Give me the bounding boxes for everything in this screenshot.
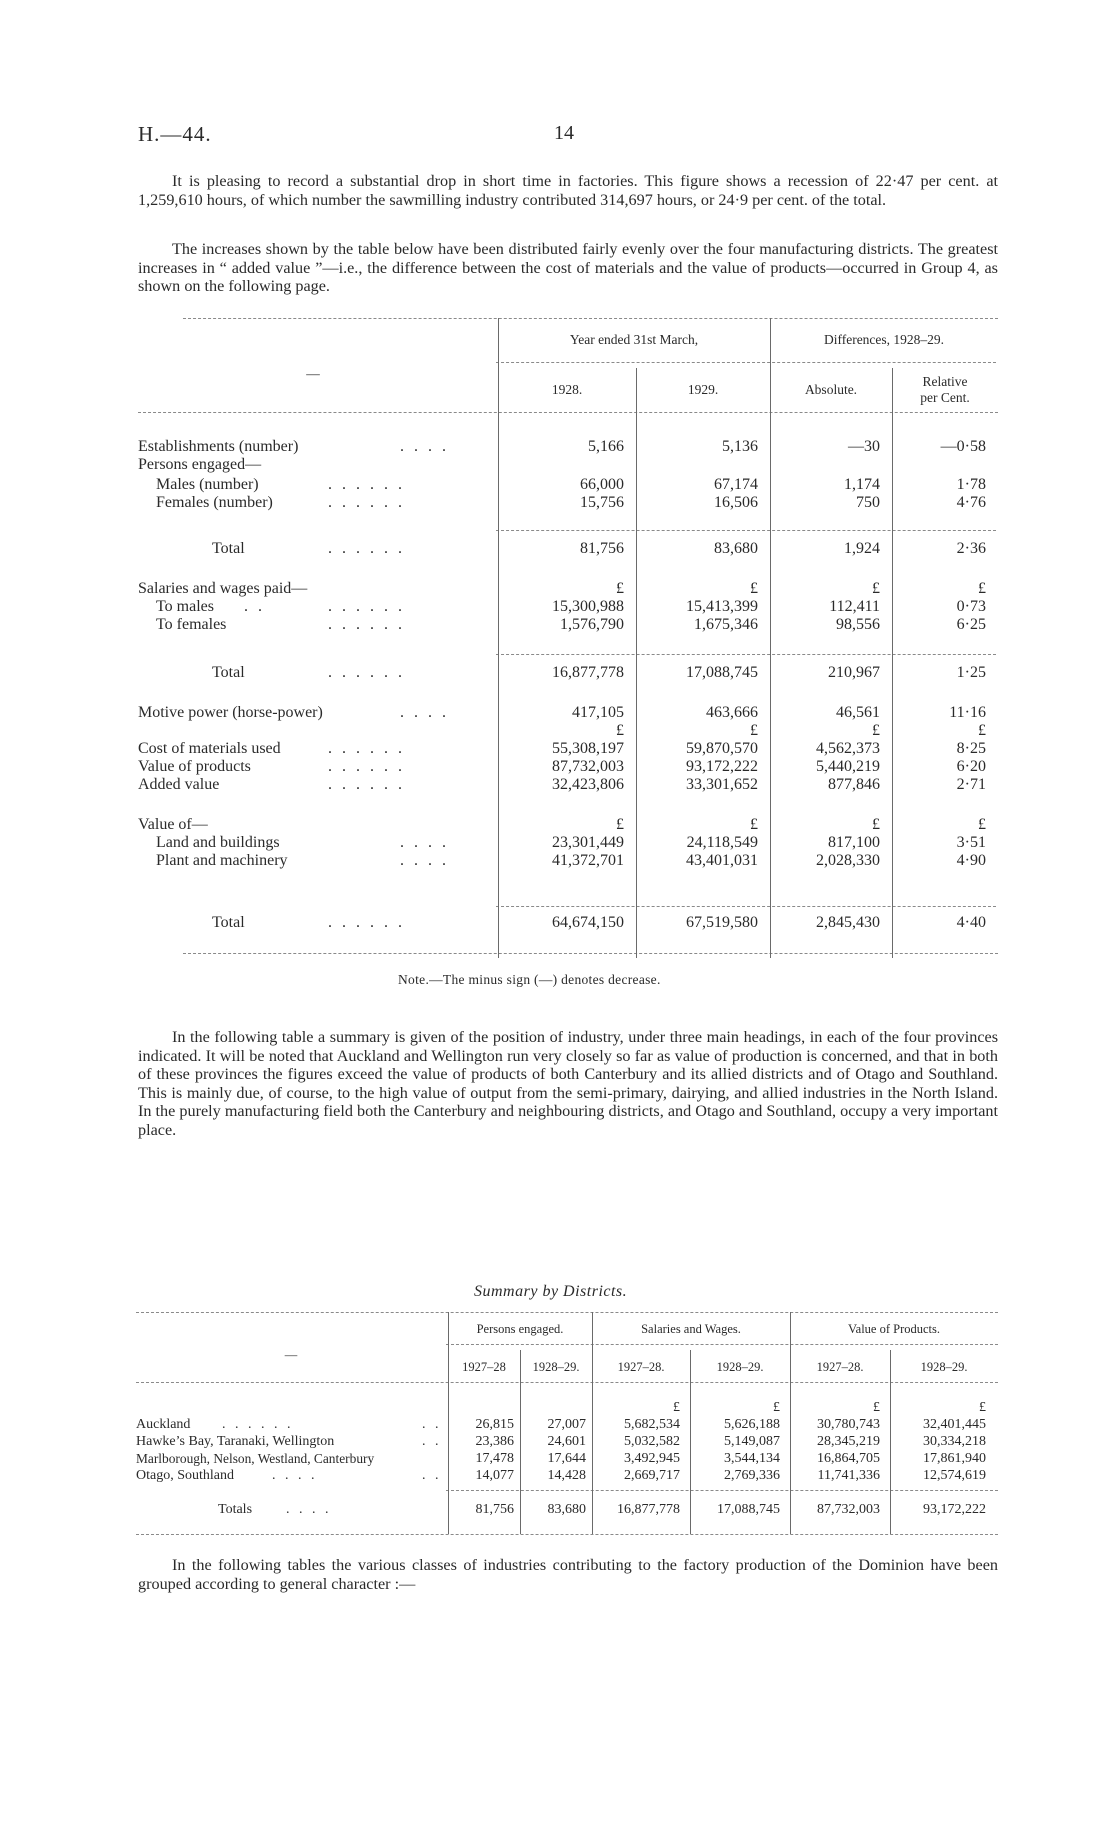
document-reference: H.—44. — [138, 122, 212, 146]
pound-sign: £ — [750, 816, 758, 833]
value-relative: 3·51 — [956, 834, 986, 851]
value-1929: 83,680 — [714, 540, 758, 557]
row-label-value-of: Value of— — [138, 816, 208, 833]
value-1928: 1,576,790 — [560, 616, 624, 633]
value-1928: 5,166 — [588, 438, 624, 455]
salaries-1928: 2,769,336 — [724, 1468, 780, 1483]
table-rule — [138, 412, 998, 413]
pound-sign: £ — [979, 1400, 986, 1415]
value-1929: 59,870,570 — [686, 740, 758, 757]
header-value-1928: 1928–29. — [920, 1360, 968, 1374]
paragraph-summary-intro: In the following table a summary is given of the position of industry, under three main headings, in each of the four provinces indicated. It will be noted that Auckland and Wellington run very closely so far as value of production is concerned, and that in both of these provinces the figures exceed the value of products of both Canterbury and its allied districts and of Otago and Southland. This is mainly due, of course, to the high value of output from the semi-primary, dairying, and allied industries in the North Island. In the purely manufacturing field both the Canterbury and neighbouring districts, and Otago and Southland, occupy a very important place. — [138, 1028, 998, 1139]
salaries-1928: 5,149,087 — [724, 1434, 780, 1449]
salaries-1927: 5,682,534 — [624, 1417, 680, 1432]
leader-dots: . . . . . . — [328, 758, 405, 775]
pound-sign: £ — [750, 722, 758, 739]
value-absolute: 98,556 — [836, 616, 880, 633]
value-1928: 55,308,197 — [552, 740, 624, 757]
table-rule — [136, 1382, 998, 1383]
salaries-1927: 5,032,582 — [624, 1434, 680, 1449]
leader-dots: . . . . — [400, 704, 449, 721]
value-absolute: 877,846 — [828, 776, 880, 793]
salaries-1928: 5,626,188 — [724, 1417, 780, 1432]
paragraph-increases: The increases shown by the table below have been distributed fairly evenly over the four manufacturing districts. The greatest increases in “ added value ”—i.e., the difference between the cost of materials and the value of products—occurred in Group 4, as shown on the following page. — [138, 240, 998, 295]
value-1927: 30,780,743 — [817, 1417, 880, 1432]
value-1929: 24,118,549 — [686, 834, 758, 851]
value-1928: 16,877,778 — [552, 664, 624, 681]
table-rule — [136, 1312, 998, 1313]
value-relative: 1·78 — [956, 476, 986, 493]
value-1927: 16,864,705 — [817, 1451, 880, 1466]
leader-dots: . . . . — [400, 834, 449, 851]
value-1929: 67,519,580 — [686, 914, 758, 931]
value-1929: 1,675,346 — [694, 616, 758, 633]
value-1929: 67,174 — [714, 476, 758, 493]
header-salaries-wages: Salaries and Wages. — [641, 1322, 741, 1336]
persons-1927: 23,386 — [475, 1434, 514, 1449]
leader-dots: . . . . . . — [328, 616, 405, 633]
value-relative: 2·36 — [956, 540, 986, 557]
paragraph-short-time: It is pleasing to record a substantial drop in short time in factories. This figure shows a recession of 22·47 per cent. at 1,259,610 hours, of which number the sawmilling industry contributed 314,697 hours, or 24·9 per cent. of the total. — [138, 172, 998, 209]
header-value-products: Value of Products. — [848, 1322, 940, 1336]
header-persons-1928: 1928–29. — [532, 1360, 580, 1374]
pound-sign: £ — [872, 580, 880, 597]
value-relative: 6·20 — [956, 758, 986, 775]
value-relative: 1·25 — [956, 664, 986, 681]
salaries-1927: 2,669,717 — [624, 1468, 680, 1483]
persons-1927: 81,756 — [475, 1502, 514, 1517]
header-1928: 1928. — [551, 382, 583, 397]
pound-sign: £ — [873, 1400, 880, 1415]
value-relative: 4·90 — [956, 852, 986, 869]
header-relative: Relative — [922, 374, 968, 389]
leader-dots: . . . . . . — [328, 776, 405, 793]
table-rule — [496, 530, 996, 531]
header-differences: Differences, 1928–29. — [823, 332, 945, 347]
value-absolute: 4,562,373 — [816, 740, 880, 757]
leader-dots: . . . . . . — [328, 914, 405, 931]
value-absolute: 817,100 — [828, 834, 880, 851]
value-relative: 2·71 — [956, 776, 986, 793]
table-rule — [446, 1344, 998, 1345]
value-1929: 15,413,399 — [686, 598, 758, 615]
pound-sign: £ — [750, 580, 758, 597]
table-note: Note.—The minus sign (—) denotes decrease. — [398, 972, 661, 987]
totals-label: Totals — [218, 1502, 253, 1517]
district-label: Auckland — [136, 1417, 191, 1432]
header-1929: 1929. — [687, 382, 719, 397]
pound-sign: £ — [978, 722, 986, 739]
value-absolute: 5,440,219 — [816, 758, 880, 775]
row-label-persons-engaged: Persons engaged— — [138, 456, 262, 473]
header-year-ended: Year ended 31st March, — [569, 332, 699, 347]
value-1928: 41,372,701 — [552, 852, 624, 869]
value-1928: 17,861,940 — [923, 1451, 986, 1466]
leader-dots: . . . . . . — [222, 1417, 294, 1432]
header-value-1927: 1927–28. — [816, 1360, 864, 1374]
value-1928: 30,334,218 — [923, 1434, 986, 1449]
value-1929: 93,172,222 — [686, 758, 758, 775]
leader-dots: . . . . . . — [328, 740, 405, 757]
value-1929: 33,301,652 — [686, 776, 758, 793]
pound-sign: £ — [872, 722, 880, 739]
persons-1928: 27,007 — [547, 1417, 586, 1432]
value-1927: 87,732,003 — [817, 1502, 880, 1517]
leader-dots: . . . . — [400, 852, 449, 869]
header-per-cent: per Cent. — [920, 390, 970, 405]
value-1928: 93,172,222 — [923, 1502, 986, 1517]
value-1928: 64,674,150 — [552, 914, 624, 931]
value-relative: 11·16 — [949, 704, 986, 721]
header-absolute: Absolute. — [804, 382, 858, 397]
value-1929: 17,088,745 — [686, 664, 758, 681]
salaries-1927: 3,492,945 — [624, 1451, 680, 1466]
leader-dots: . . — [422, 1434, 442, 1449]
leader-dots: . . . . . . — [328, 664, 405, 681]
value-relative: 6·25 — [956, 616, 986, 633]
leader-dots: . . — [244, 598, 265, 615]
value-relative: —0·58 — [940, 438, 986, 455]
comparison-table — [138, 318, 998, 958]
value-absolute: —30 — [848, 438, 880, 455]
value-1928: 12,574,619 — [923, 1468, 986, 1483]
row-label-total: Total — [212, 540, 245, 557]
persons-1928: 83,680 — [547, 1502, 586, 1517]
value-1928: 87,732,003 — [552, 758, 624, 775]
pound-sign: £ — [673, 1400, 680, 1415]
table-rule — [136, 1534, 998, 1535]
district-label: Marlborough, Nelson, Westland, Canterbury — [136, 1451, 375, 1466]
pound-sign: £ — [773, 1400, 780, 1415]
table-rule — [496, 906, 996, 907]
salaries-1928: 3,544,134 — [724, 1451, 780, 1466]
leader-dots: . . . . . . — [328, 476, 405, 493]
row-label-total: Total — [212, 664, 245, 681]
header-salaries-1928: 1928–29. — [716, 1360, 764, 1374]
page-number: 14 — [554, 122, 574, 144]
value-relative: 0·73 — [956, 598, 986, 615]
row-label-land-buildings: Land and buildings — [156, 834, 280, 851]
value-1928: 23,301,449 — [552, 834, 624, 851]
pound-sign: £ — [872, 816, 880, 833]
table-rule — [446, 1490, 998, 1491]
value-absolute: 750 — [856, 494, 880, 511]
leader-dots: . . . . — [272, 1468, 318, 1483]
stub-header: — — [306, 366, 320, 381]
row-label-to-males: To males — [156, 598, 214, 615]
row-label-added-value: Added value — [138, 776, 220, 793]
value-1928: 81,756 — [580, 540, 624, 557]
persons-1927: 14,077 — [475, 1468, 514, 1483]
pound-sign: £ — [978, 816, 986, 833]
pound-sign: £ — [978, 580, 986, 597]
value-relative: 4·76 — [956, 494, 986, 511]
value-1927: 28,345,219 — [817, 1434, 880, 1449]
row-label-salaries: Salaries and wages paid— — [138, 580, 308, 597]
value-1928: 32,401,445 — [923, 1417, 986, 1432]
leader-dots: . . . . . . — [328, 540, 405, 557]
district-label: Otago, Southland — [136, 1468, 234, 1483]
value-absolute: 2,845,430 — [816, 914, 880, 931]
value-absolute: 210,967 — [828, 664, 880, 681]
value-1928: 15,756 — [580, 494, 624, 511]
persons-1928: 17,644 — [547, 1451, 586, 1466]
persons-1927: 17,478 — [475, 1451, 514, 1466]
paragraph-classes-intro: In the following tables the various classes of industries contributing to the factory production of the Dominion have been grouped according to general character :— — [138, 1556, 998, 1593]
header-persons-1927: 1927–28 — [462, 1360, 506, 1374]
summary-table-title: Summary by Districts. — [474, 1283, 628, 1300]
value-absolute: 1,174 — [844, 476, 880, 493]
value-absolute: 46,561 — [836, 704, 880, 721]
district-label: Hawke’s Bay, Taranaki, Wellington — [136, 1434, 335, 1449]
leader-dots: . . . . — [286, 1502, 332, 1517]
row-label-motive-power: Motive power (horse-power) — [138, 704, 323, 721]
stub-header: — — [284, 1348, 298, 1362]
row-label-establishments: Establishments (number) — [138, 438, 299, 455]
value-relative: 8·25 — [956, 740, 986, 757]
value-1929: 43,401,031 — [686, 852, 758, 869]
value-1927: 11,741,336 — [817, 1468, 880, 1483]
row-label-females: Females (number) — [156, 494, 273, 511]
persons-1928: 24,601 — [547, 1434, 586, 1449]
salaries-1927: 16,877,778 — [617, 1502, 680, 1517]
leader-dots: . . . . . . — [328, 494, 405, 511]
row-label-cost-materials: Cost of materials used — [138, 740, 281, 757]
table-rule — [496, 362, 996, 363]
value-1928: 15,300,988 — [552, 598, 624, 615]
row-label-plant-machinery: Plant and machinery — [156, 852, 288, 869]
header-persons-engaged: Persons engaged. — [476, 1322, 564, 1336]
persons-1927: 26,815 — [475, 1417, 514, 1432]
leader-dots: . . — [422, 1417, 442, 1432]
pound-sign: £ — [616, 816, 624, 833]
value-absolute: 112,411 — [829, 598, 880, 615]
persons-1928: 14,428 — [547, 1468, 586, 1483]
row-label-males: Males (number) — [156, 476, 259, 493]
value-1928: 417,105 — [572, 704, 624, 721]
table-rule — [183, 318, 998, 319]
value-1929: 5,136 — [722, 438, 758, 455]
salaries-1928: 17,088,745 — [717, 1502, 780, 1517]
row-label-to-females: To females — [156, 616, 227, 633]
table-rule — [183, 953, 998, 954]
leader-dots: . . . . . . — [328, 598, 405, 615]
table-rule — [496, 654, 996, 655]
row-label-value-products: Value of products — [138, 758, 251, 775]
header-salaries-1927: 1927–28. — [617, 1360, 665, 1374]
row-label-total: Total — [212, 914, 245, 931]
summary-by-districts-table — [136, 1312, 998, 1552]
leader-dots: . . . . — [400, 438, 449, 455]
value-absolute: 1,924 — [844, 540, 880, 557]
value-1929: 16,506 — [714, 494, 758, 511]
value-1928: 32,423,806 — [552, 776, 624, 793]
leader-dots: . . — [422, 1468, 442, 1483]
pound-sign: £ — [616, 580, 624, 597]
value-1929: 463,666 — [706, 704, 758, 721]
value-1928: 66,000 — [580, 476, 624, 493]
value-absolute: 2,028,330 — [816, 852, 880, 869]
value-relative: 4·40 — [956, 914, 986, 931]
pound-sign: £ — [616, 722, 624, 739]
